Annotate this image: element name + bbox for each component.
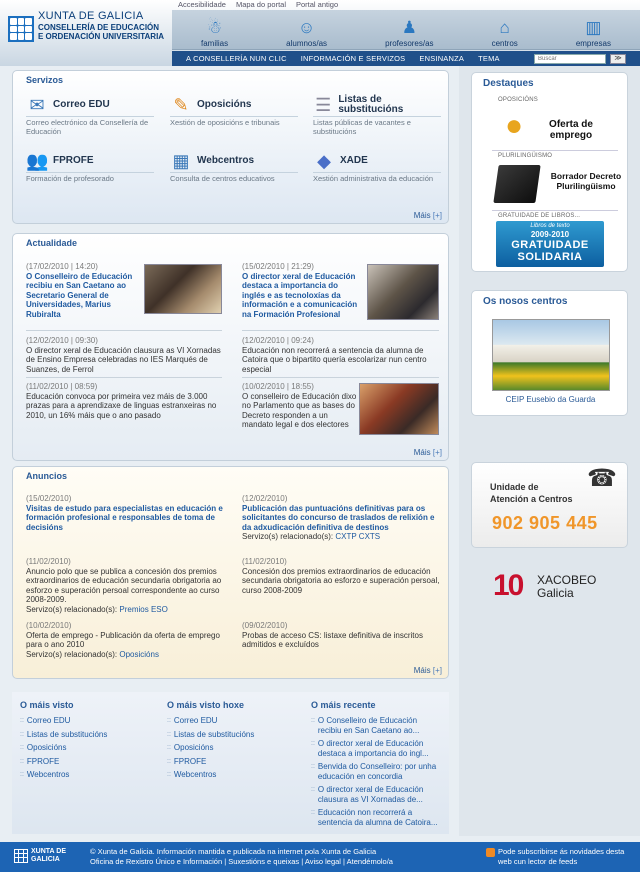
news-item[interactable]: (11/02/2010 | 08:59) Educación convoca por primeira vez máis de 3.000 prazas para a aprendizaxe de linguas estranxeiras no 2010, un 16% máis que o ano pasado bbox=[26, 382, 217, 420]
news-item[interactable]: (15/02/2010 | 21:29) O director xeral de Educación destaca a importancia do inglés e as tecnoloxías da información e a comunicación na Formación Profesional bbox=[242, 262, 358, 319]
service-webcentros[interactable]: ▦ Webcentros Consulta de centros educativos bbox=[170, 149, 298, 184]
rss-icon bbox=[486, 848, 495, 857]
xacobeo-logo[interactable]: 10 XACOBEO Galicia bbox=[493, 569, 597, 602]
teacher-icon: ♟ bbox=[401, 18, 417, 37]
servizos-title: Servizos bbox=[26, 75, 64, 85]
service-oposicions[interactable]: ✎ Oposicións Xestión de oposicións e tribunais bbox=[170, 93, 298, 128]
news-item[interactable]: (12/02/2010 | 09:30) O director xeral de Educación clausura as VI Xornadas de Ensino Empresa celebradas no IES Marqués de Suanzes, de Ferrol bbox=[26, 336, 221, 374]
list-item[interactable]: :: Oposicións bbox=[167, 743, 214, 752]
search-button[interactable]: ≫ bbox=[610, 54, 626, 64]
divider bbox=[242, 377, 439, 378]
list-item[interactable]: :: Listas de substitucións bbox=[167, 729, 255, 739]
nav-tema[interactable]: TEMA bbox=[478, 54, 500, 63]
announcement-item[interactable]: (11/02/2010) Concesión dos premios extraordinarios de educación secundaria obrigatoria ao esforzo e superación persoal, curso 2008-2009 bbox=[242, 557, 440, 595]
actualidade-more-link[interactable]: Máis [+] bbox=[413, 448, 442, 457]
servizos-more-link[interactable]: Máis [+] bbox=[413, 211, 442, 220]
list-document-icon: ☰ bbox=[315, 94, 332, 115]
nav-conselleria[interactable]: A CONSELLERÍA NUN CLIC bbox=[186, 54, 287, 63]
list-item[interactable]: :: Correo EDU bbox=[167, 716, 218, 725]
link-accesibilidade[interactable]: Accesibilidade bbox=[178, 0, 226, 9]
related-service-link[interactable]: Oposicións bbox=[119, 649, 159, 659]
pencil-icon: ✎ bbox=[173, 94, 189, 115]
search-input[interactable] bbox=[534, 54, 606, 64]
audience-alumnos[interactable]: ☺ alumnos/as bbox=[286, 18, 328, 48]
header bbox=[0, 0, 640, 66]
audience-centros[interactable]: ⌂ centros bbox=[491, 18, 518, 48]
xunta-logo[interactable] bbox=[8, 6, 168, 56]
rss-subscribe-link[interactable]: Pode subscribirse ás novidades desta web cun lector de feeds bbox=[486, 847, 638, 867]
list-item[interactable]: :: O director xeral de Educación clausura as VI Xornadas de... bbox=[311, 785, 424, 804]
audience-familias[interactable]: ☃ familias bbox=[201, 18, 229, 48]
centros-box bbox=[471, 290, 628, 416]
destaques-title: Destaques bbox=[483, 78, 534, 89]
news-photo-director[interactable] bbox=[367, 264, 439, 320]
graduate-owl-icon: ● bbox=[504, 109, 524, 142]
anuncios-panel bbox=[12, 466, 449, 679]
telephone-icon: ☎ bbox=[587, 465, 617, 492]
announcement-item[interactable]: (15/02/2010) Visitas de estudo para especialistas en educación e formación profesional e responsables de toma de decisións bbox=[26, 494, 223, 532]
borrador-decreto-link[interactable]: Borrador Decreto Plurilingüismo bbox=[550, 171, 622, 191]
school-caption[interactable]: CEIP Eusebio da Guarda bbox=[505, 395, 596, 404]
link-portal-antigo[interactable]: Portal antigo bbox=[296, 0, 339, 9]
phone-number[interactable]: 902 905 445 bbox=[492, 513, 598, 533]
link-mapa-portal[interactable]: Mapa do portal bbox=[235, 0, 286, 9]
list-item[interactable]: :: Benvida do Conselleiro: por unha educación en concordia bbox=[311, 762, 437, 781]
list-item[interactable]: :: Oposicións bbox=[20, 743, 67, 752]
related-service-link[interactable]: Premios ESO bbox=[119, 604, 168, 614]
most-viewed-section bbox=[12, 692, 449, 834]
school-building-icon: ⌂ bbox=[499, 18, 510, 37]
people-icon: 👥 bbox=[26, 150, 49, 171]
right-column bbox=[459, 66, 640, 836]
divider bbox=[26, 330, 222, 331]
logo-line2: E ORDENACIÓN UNIVERSITARIA bbox=[38, 32, 165, 41]
book-icon bbox=[493, 165, 540, 203]
family-icon: ☃ bbox=[206, 18, 223, 37]
oferta-emprego-link[interactable]: Oferta de emprego bbox=[549, 119, 593, 141]
envelope-icon: ✉ bbox=[29, 94, 45, 115]
list-item[interactable]: :: Webcentros bbox=[167, 770, 217, 779]
service-xade[interactable]: ◆ XADE Xestión administrativa da educación bbox=[313, 149, 441, 184]
announcement-item[interactable]: (10/02/2010) Oferta de emprego - Publicación da oferta de emprego para o ano 2010 Servizo(s) relacionado(s): Oposicións bbox=[26, 621, 220, 659]
list-item[interactable]: :: O director xeral de Educación destaca a importancia do ingl... bbox=[311, 739, 429, 758]
list-item[interactable]: :: Listas de substitucións bbox=[20, 729, 108, 739]
news-item[interactable]: (10/02/2010 | 18:55) O conselleiro de Educación dixo no Parlamento que as bases do Decreto responden a un mandato legal e dos electores bbox=[242, 382, 357, 429]
logo-title: XUNTA DE GALICIA bbox=[38, 10, 144, 22]
logo-line1: CONSELLERÍA DE EDUCACIÓN bbox=[38, 23, 160, 32]
nav-ensinanza[interactable]: ENSINANZA bbox=[419, 54, 465, 63]
list-item[interactable]: :: Correo EDU bbox=[20, 716, 71, 725]
audience-profesores[interactable]: ♟ profesores/as bbox=[385, 18, 434, 48]
divider bbox=[26, 377, 222, 378]
most-viewed-list: O máis visto :: Correo EDU :: Listas de substitucións :: Oposicións :: FPROFE :: Webcentros bbox=[20, 700, 150, 784]
students-icon: ☺ bbox=[297, 18, 316, 37]
top-links bbox=[178, 0, 338, 10]
list-item[interactable]: :: Educación non recorrerá a sentencia da alumna de Catoira... bbox=[311, 808, 438, 827]
anuncios-more-link[interactable]: Máis [+] bbox=[413, 666, 442, 675]
announcement-item[interactable]: (11/02/2010) Anuncio polo que se publica a concesión dos premios extraordinarios de educación secundaria obrigatoria ao esforzo e superación persoal correspondente ao curso 2008-2009. Servizo(s) relacionado(s): Premios ESO bbox=[26, 557, 222, 614]
unidade-line2: Atención a Centros bbox=[490, 494, 573, 504]
anuncios-title: Anuncios bbox=[26, 471, 68, 481]
service-listas[interactable]: ☰ Listas de substitucións Listas públicas de vacantes e substitucións bbox=[313, 93, 441, 136]
most-recent-list: O máis recente :: O Conselleiro de Educación recibiu en San Caetano ao... :: O director xeral de Educación destaca a importancia do ingl... :: Benvida do Conselleiro: por unha educación en concordia :: O director xeral de Educación clausura as VI Xornadas de... :: Educación non recorrerá a sentencia da alumna de Catoira... bbox=[311, 700, 441, 831]
actualidade-title: Actualidade bbox=[26, 238, 78, 248]
list-item[interactable]: :: FPROFE bbox=[20, 756, 60, 766]
unidade-atencion-box[interactable] bbox=[471, 462, 628, 548]
audience-bar bbox=[172, 10, 640, 50]
gratuidade-solidaria-banner[interactable]: Libros de texto 2009-2010 GRATUIDADE SOLIDARIA bbox=[496, 221, 604, 267]
announcement-item[interactable]: (09/02/2010) Probas de acceso CS: listaxe definitiva de inscritos admitidos e excluídos bbox=[242, 621, 423, 649]
footer-copyright: © Xunta de Galicia. Información mantida e publicada na internet pola Xunta de Galicia bbox=[90, 847, 377, 856]
audience-empresas[interactable]: ▥ empresas bbox=[575, 18, 611, 48]
xunta-footer-logo-icon bbox=[14, 849, 28, 863]
service-correo-edu[interactable]: ✉ Correo EDU Correo electrónico da Consellería de Educación bbox=[26, 93, 154, 136]
list-item[interactable]: :: FPROFE bbox=[167, 756, 207, 766]
centros-title: Os nosos centros bbox=[483, 296, 568, 307]
service-fprofe[interactable]: 👥 FPROFE Formación de profesorado bbox=[26, 149, 154, 184]
news-item[interactable]: (12/02/2010 | 09:24) Educación non recorrerá a sentencia da alumna de Catoira que o bipartito quería escolarizar nun centro especial bbox=[242, 336, 427, 374]
footer-links[interactable]: Oficina de Rexistro Único e Información | Suxestións e queixas | Aviso legal | Atendémolo/a bbox=[90, 857, 393, 866]
xunta-logo-icon bbox=[8, 16, 34, 42]
school-photo[interactable] bbox=[492, 319, 610, 391]
news-photo-meeting[interactable] bbox=[144, 264, 222, 314]
destaques-box: Destaques OPOSICIÓNS ● Oferta de emprego PLURILINGÜISMO Borrador Decreto Plurilingüismo GRATUIDADE DE LIBROS... Libros de texto 2009-2010 GRATUIDADE SOLIDARIA bbox=[471, 72, 628, 272]
most-viewed-today-list: O máis visto hoxe :: Correo EDU :: Listas de substitucións :: Oposicións :: FPROFE :: Webcentros bbox=[167, 700, 297, 784]
list-item[interactable]: :: Webcentros bbox=[20, 770, 70, 779]
announcement-item[interactable]: (12/02/2010) Publicación das puntuacións definitivas para os solicitantes do concurso de traslados de relixión e da adxudicación definitiva de destinos Servizo(s) relacionado(s): CXTP CXTS bbox=[242, 494, 435, 541]
actualidade-panel bbox=[12, 233, 449, 461]
list-item[interactable]: :: O Conselleiro de Educación recibiu en San Caetano ao... bbox=[311, 716, 420, 735]
footer-logo[interactable]: XUNTA DE GALICIA bbox=[14, 848, 75, 863]
unidade-line1: Unidade de bbox=[490, 482, 539, 492]
news-item[interactable]: (17/02/2010 | 14:20) O Conselleiro de Educación recibiu en San Caetano ao Secretario General de Universidades, Marius Rubiralta bbox=[26, 262, 133, 319]
servizos-panel bbox=[12, 70, 449, 224]
monitor-icon: ▦ bbox=[172, 150, 190, 171]
news-photo-parliament[interactable] bbox=[359, 383, 439, 435]
divider bbox=[242, 330, 439, 331]
bar-chart-icon: ▥ bbox=[585, 18, 602, 37]
related-service-link[interactable]: CXTP CXTS bbox=[335, 532, 381, 541]
footer bbox=[0, 842, 640, 872]
nav-informacion[interactable]: INFORMACIÓN E SERVIZOS bbox=[300, 54, 406, 63]
diamond-icon: ◆ bbox=[317, 150, 331, 171]
